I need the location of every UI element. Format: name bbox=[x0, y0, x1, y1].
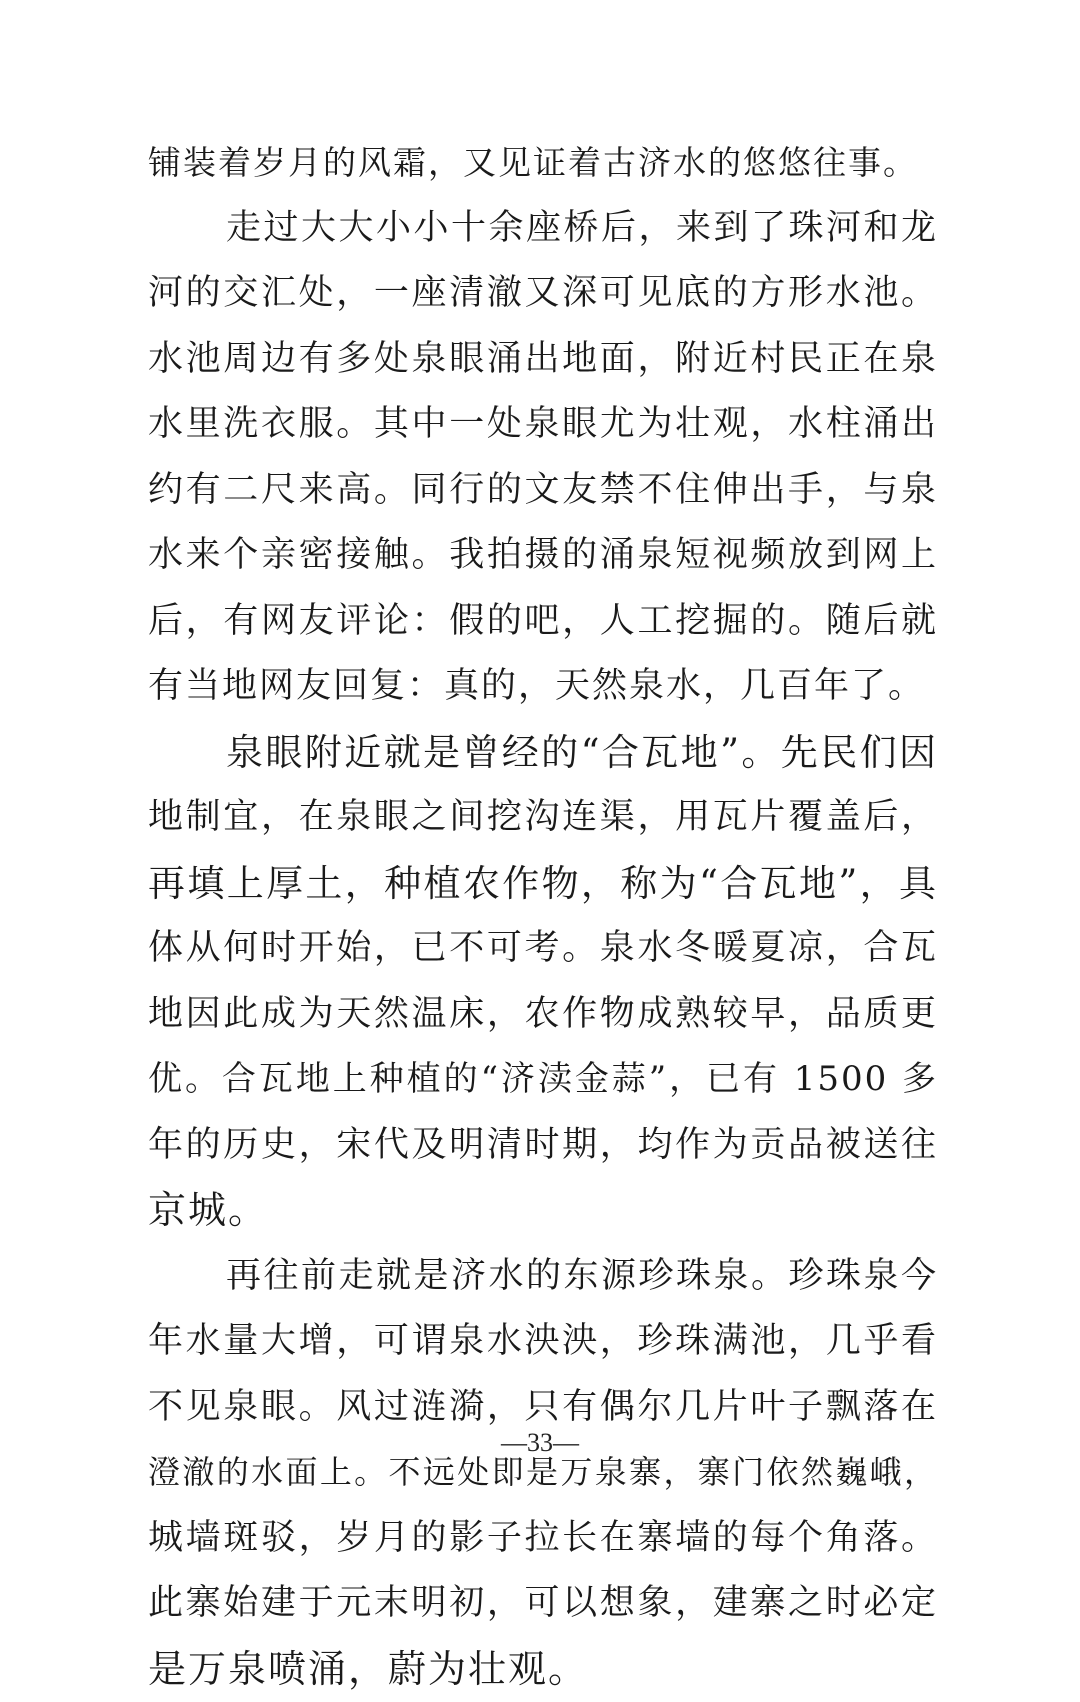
body-text bbox=[148, 130, 938, 1702]
text-line: 是万泉喷涌，蔚为壮观。 bbox=[148, 1637, 938, 1702]
text-line: 不见泉眼。风过涟漪，只有偶尔几片叶子飘落在 bbox=[148, 1375, 938, 1441]
text-line: 地制宜，在泉眼之间挖沟连渠，用瓦片覆盖后， bbox=[148, 785, 938, 851]
text-line: 城墙斑驳，岁月的影子拉长在寨墙的每个角落。 bbox=[148, 1506, 938, 1572]
text-line: 后，有网友评论：假的吧，人工挖掘的。随后就 bbox=[148, 589, 938, 655]
text-line: 河的交汇处，一座清澈又深可见底的方形水池。 bbox=[148, 261, 938, 327]
text-line: 澄澈的水面上。不远处即是万泉寨，寨门依然巍峨， bbox=[148, 1440, 938, 1506]
text-line: 泉眼附近就是曾经的“合瓦地”。先民们因 bbox=[148, 720, 938, 786]
text-line: 地因此成为天然温床，农作物成熟较早，品质更 bbox=[148, 982, 938, 1048]
text-line: 年的历史，宋代及明清时期，均作为贡品被送往 bbox=[148, 1113, 938, 1179]
text-line: 再往前走就是济水的东源珍珠泉。珍珠泉今 bbox=[148, 1244, 938, 1310]
text-line: 水里洗衣服。其中一处泉眼尤为壮观，水柱涌出 bbox=[148, 392, 938, 458]
text-line: 体从何时开始，已不可考。泉水冬暖夏凉，合瓦 bbox=[148, 916, 938, 982]
text-line: 约有二尺来高。同行的文友禁不住伸出手，与泉 bbox=[148, 458, 938, 524]
text-line: 水来个亲密接触。我拍摄的涌泉短视频放到网上 bbox=[148, 523, 938, 589]
text-line: 京城。 bbox=[148, 1178, 938, 1244]
text-line: 走过大大小小十余座桥后，来到了珠河和龙 bbox=[148, 196, 938, 262]
text-line: 再填上厚土，种植农作物，称为“合瓦地”，具 bbox=[148, 851, 938, 917]
page-number: —33— bbox=[0, 1428, 1080, 1458]
text-line: 优。合瓦地上种植的“济渎金蒜”，已有 1500 多 bbox=[148, 1047, 938, 1113]
text-line: 有当地网友回复：真的，天然泉水，几百年了。 bbox=[148, 654, 938, 720]
text-line: 此寨始建于元末明初，可以想象，建寨之时必定 bbox=[148, 1571, 938, 1637]
text-line: 铺装着岁月的风霜，又见证着古济水的悠悠往事。 bbox=[148, 130, 938, 196]
text-line: 水池周边有多处泉眼涌出地面，附近村民正在泉 bbox=[148, 327, 938, 393]
text-line: 年水量大增，可谓泉水泱泱，珍珠满池，几乎看 bbox=[148, 1309, 938, 1375]
